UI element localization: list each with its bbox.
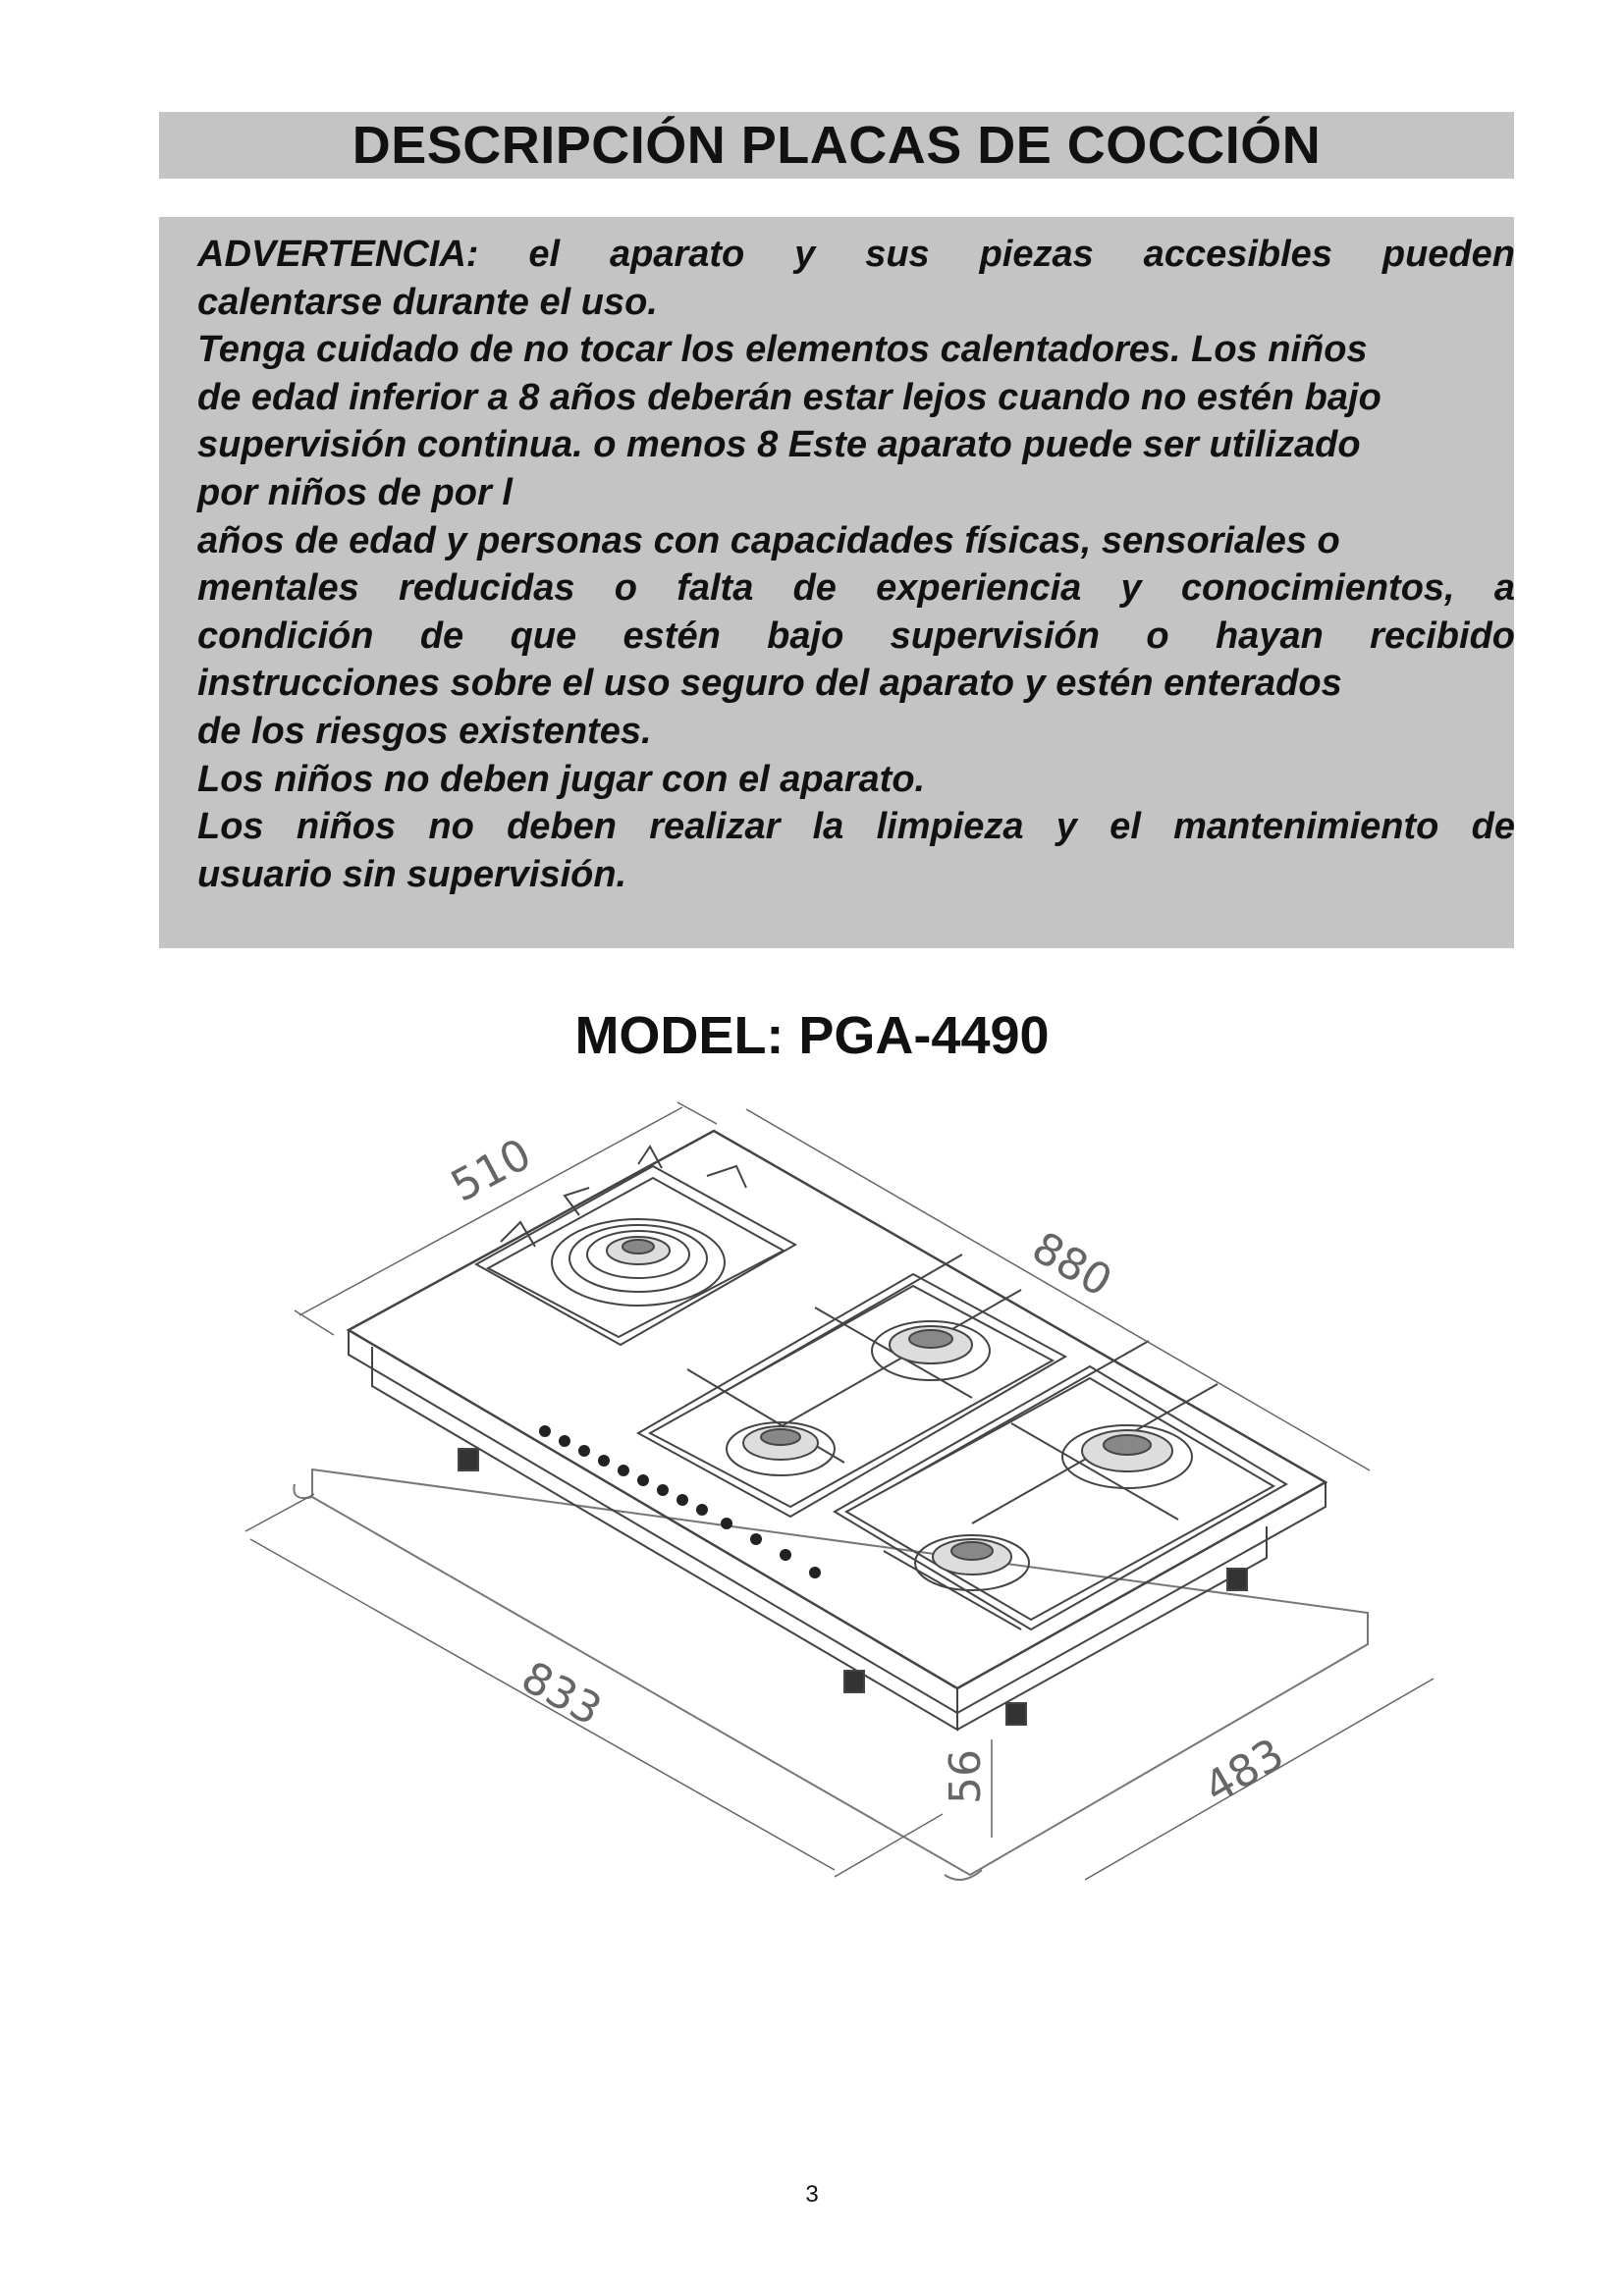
warning-line: mentales reducidas o falta de experiencia y conocimientos, a xyxy=(197,567,1515,610)
glass-plate xyxy=(349,1131,1326,1688)
model-label: MODEL: PGA-4490 xyxy=(574,1006,1050,1065)
burner-left xyxy=(727,1422,835,1475)
warning-box xyxy=(159,217,1514,948)
warning-line: Los niños no deben realizar la limpieza y el mantenimiento de xyxy=(197,806,1515,848)
warning-line: de edad inferior a 8 años deberán estar lejos cuando no estén bajo xyxy=(197,376,1381,418)
warning-line: instrucciones sobre el uso seguro del aparato y estén enterados xyxy=(197,663,1342,705)
dimension-label-483: 483 xyxy=(1196,1729,1293,1814)
burner-right-rear xyxy=(1062,1425,1192,1488)
hob-diagram xyxy=(236,1099,1453,1904)
hob-base xyxy=(372,1347,957,1730)
dimension-label-510: 510 xyxy=(443,1129,540,1212)
page-title: DESCRIPCIÓN PLACAS DE COCCIÓN xyxy=(352,116,1322,175)
warning-line: de los riesgos existentes. xyxy=(197,710,652,752)
warning-line: supervisión continua. o menos 8 Este aparato puede ser utilizado xyxy=(197,424,1361,466)
warning-line: calentarse durante el uso. xyxy=(197,281,658,323)
warning-line: Los niños no deben jugar con el aparato. xyxy=(197,758,926,800)
hob-drawing xyxy=(236,1099,1453,1904)
warning-line: condición de que estén bajo supervisión o hayan recibido xyxy=(197,614,1515,657)
cutout-frame xyxy=(312,1469,1368,1875)
warning-line: por niños de por l xyxy=(197,471,513,513)
dimension-label-833: 833 xyxy=(513,1652,610,1736)
warning-line: Tenga cuidado de no tocar los elementos calentadores. Los niños xyxy=(197,329,1368,371)
page-number: 3 xyxy=(805,2181,819,2208)
pan-support-right xyxy=(835,1341,1286,1629)
warning-line: usuario sin supervisión. xyxy=(197,853,627,895)
dimension-label-56: 56 xyxy=(941,1749,991,1804)
dimension-label-880: 880 xyxy=(1023,1222,1120,1308)
warning-line: ADVERTENCIA: el aparato y sus piezas accesibles pueden xyxy=(197,234,1515,275)
title-banner xyxy=(159,112,1514,179)
warning-line: años de edad y personas con capacidades físicas, sensoriales o xyxy=(197,519,1340,561)
burner-wok xyxy=(552,1219,725,1306)
